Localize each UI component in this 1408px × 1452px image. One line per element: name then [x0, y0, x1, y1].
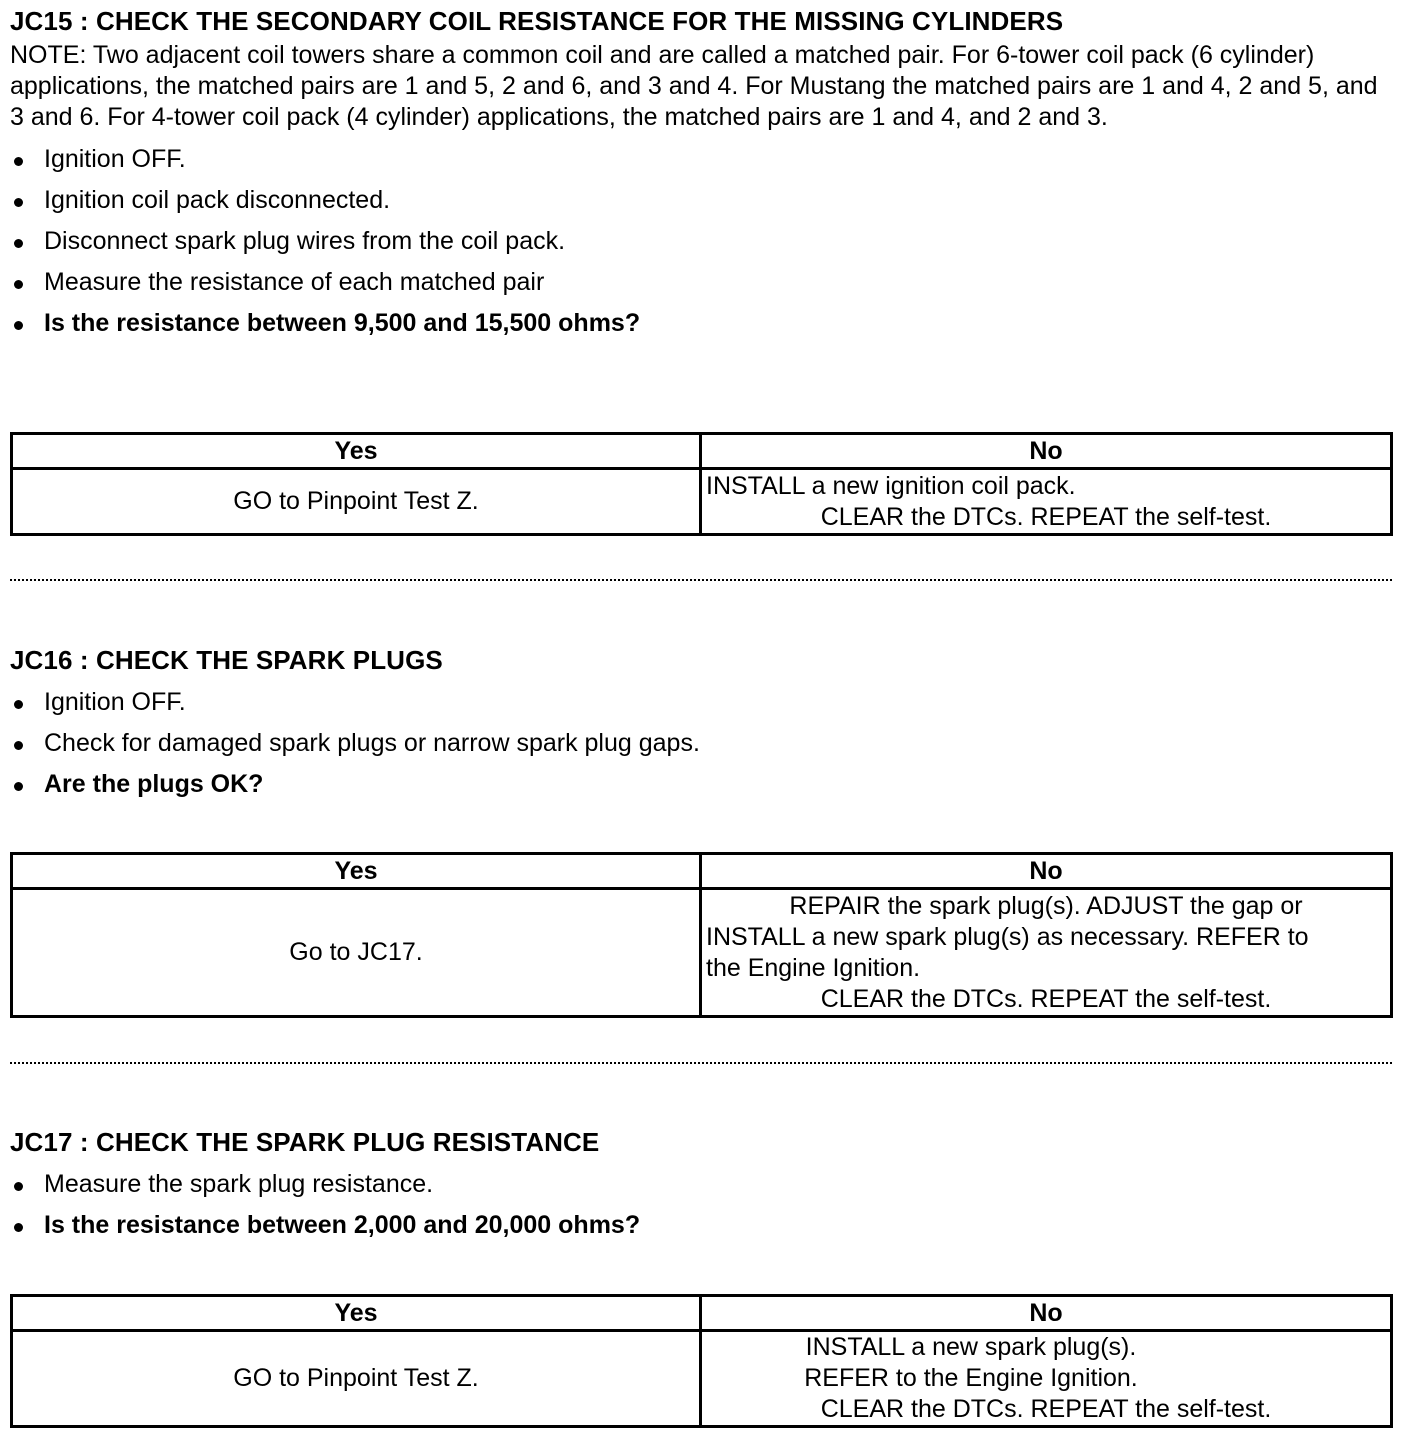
bullet-icon — [14, 198, 23, 207]
list-item-text: Ignition OFF. — [44, 145, 186, 173]
note-text: NOTE: Two adjacent coil towers share a common coil and are called a matched pair. For 6-tower coil pack (6 cylinder) applications, the matched pairs are 1 and 5, 2 and 6, and 3 and 4. For Mustang the matched pairs are 1 and 4, 2 and 5, and 3 and 6. For 4-tower coil pack (4 cylinder) applications, the matched pairs are 1 and 4, and 2 and 3. — [10, 41, 1378, 131]
no-action-line: CLEAR the DTCs. REPEAT the self-test. — [820, 1395, 1272, 1423]
table-row — [12, 1331, 1392, 1427]
no-action-line: REPAIR the spark plug(s). ADJUST the gap or — [789, 891, 1303, 920]
no-header: No — [701, 854, 1392, 889]
bullet-icon — [14, 700, 23, 709]
table-header-row — [12, 1296, 1392, 1331]
question-text: Is the resistance between 2,000 and 20,000 ohms? — [44, 1211, 641, 1239]
question-item — [10, 1210, 1392, 1241]
question-text: Are the plugs OK? — [44, 770, 264, 798]
list-item-text: Disconnect spark plug wires from the coil pack. — [44, 227, 566, 255]
yes-header: Yes — [12, 1296, 701, 1331]
section-divider — [10, 1062, 1392, 1064]
no-action-line: CLEAR the DTCs. REPEAT the self-test. — [820, 984, 1272, 1013]
list-item — [10, 1169, 1392, 1200]
result-table — [10, 852, 1393, 1018]
no-action-line: CLEAR the DTCs. REPEAT the self-test. — [820, 502, 1272, 531]
no-action — [701, 469, 1392, 535]
yes-action: Go to JC17. — [12, 889, 701, 1017]
list-item — [10, 226, 1392, 257]
yes-header: Yes — [12, 434, 701, 469]
bullet-icon — [14, 741, 23, 750]
list-item-text: Ignition coil pack disconnected. — [44, 186, 391, 214]
question-text: Is the resistance between 9,500 and 15,500 ohms? — [44, 309, 641, 337]
no-action-line: INSTALL a new spark plug(s). — [805, 1333, 1137, 1361]
no-action — [701, 1331, 1392, 1427]
table-header-row — [12, 854, 1392, 889]
yes-action: GO to Pinpoint Test Z. — [12, 1331, 701, 1427]
bullet-icon — [14, 280, 23, 289]
bullet-icon — [14, 239, 23, 248]
section-divider — [10, 579, 1392, 581]
step-list — [10, 1169, 1392, 1241]
bullet-icon — [14, 157, 23, 166]
list-item — [10, 728, 1392, 759]
result-table — [10, 1294, 1393, 1428]
list-item — [10, 185, 1392, 216]
question-item — [10, 769, 1392, 800]
step-title: JC16 : CHECK THE SPARK PLUGS — [10, 645, 443, 675]
table-header-row — [12, 434, 1392, 469]
no-action-line: INSTALL a new ignition coil pack. — [706, 471, 1076, 500]
list-item-text: Measure the spark plug resistance. — [44, 1170, 434, 1198]
list-item — [10, 144, 1392, 175]
step-jc17 — [10, 1127, 1392, 1241]
question-item — [10, 308, 1392, 339]
step-jc16 — [10, 645, 1392, 800]
step-title: JC17 : CHECK THE SPARK PLUG RESISTANCE — [10, 1127, 600, 1157]
no-header: No — [701, 1296, 1392, 1331]
step-title: JC15 : CHECK THE SECONDARY COIL RESISTANCE FOR THE MISSING CYLINDERS — [10, 6, 1064, 36]
table-row — [12, 469, 1392, 535]
no-header: No — [701, 434, 1392, 469]
no-action-line: INSTALL a new spark plug(s) as necessary. REFER to — [706, 922, 1309, 951]
no-action-line: the Engine Ignition. — [706, 953, 921, 982]
no-action — [701, 889, 1392, 1017]
no-action-line: REFER to the Engine Ignition. — [804, 1364, 1138, 1392]
yes-action: GO to Pinpoint Test Z. — [12, 469, 701, 535]
list-item — [10, 267, 1392, 298]
table-row — [12, 889, 1392, 1017]
bullet-icon — [14, 1182, 23, 1191]
bullet-icon — [14, 1223, 23, 1232]
bullet-icon — [14, 321, 23, 330]
result-table — [10, 432, 1393, 536]
step-jc15 — [10, 6, 1392, 339]
list-item — [10, 687, 1392, 718]
step-list — [10, 687, 1392, 800]
list-item-text: Check for damaged spark plugs or narrow spark plug gaps. — [44, 729, 700, 757]
list-item-text: Measure the resistance of each matched pair — [44, 268, 545, 296]
bullet-icon — [14, 782, 23, 791]
step-list — [10, 144, 1392, 339]
yes-header: Yes — [12, 854, 701, 889]
list-item-text: Ignition OFF. — [44, 688, 186, 716]
